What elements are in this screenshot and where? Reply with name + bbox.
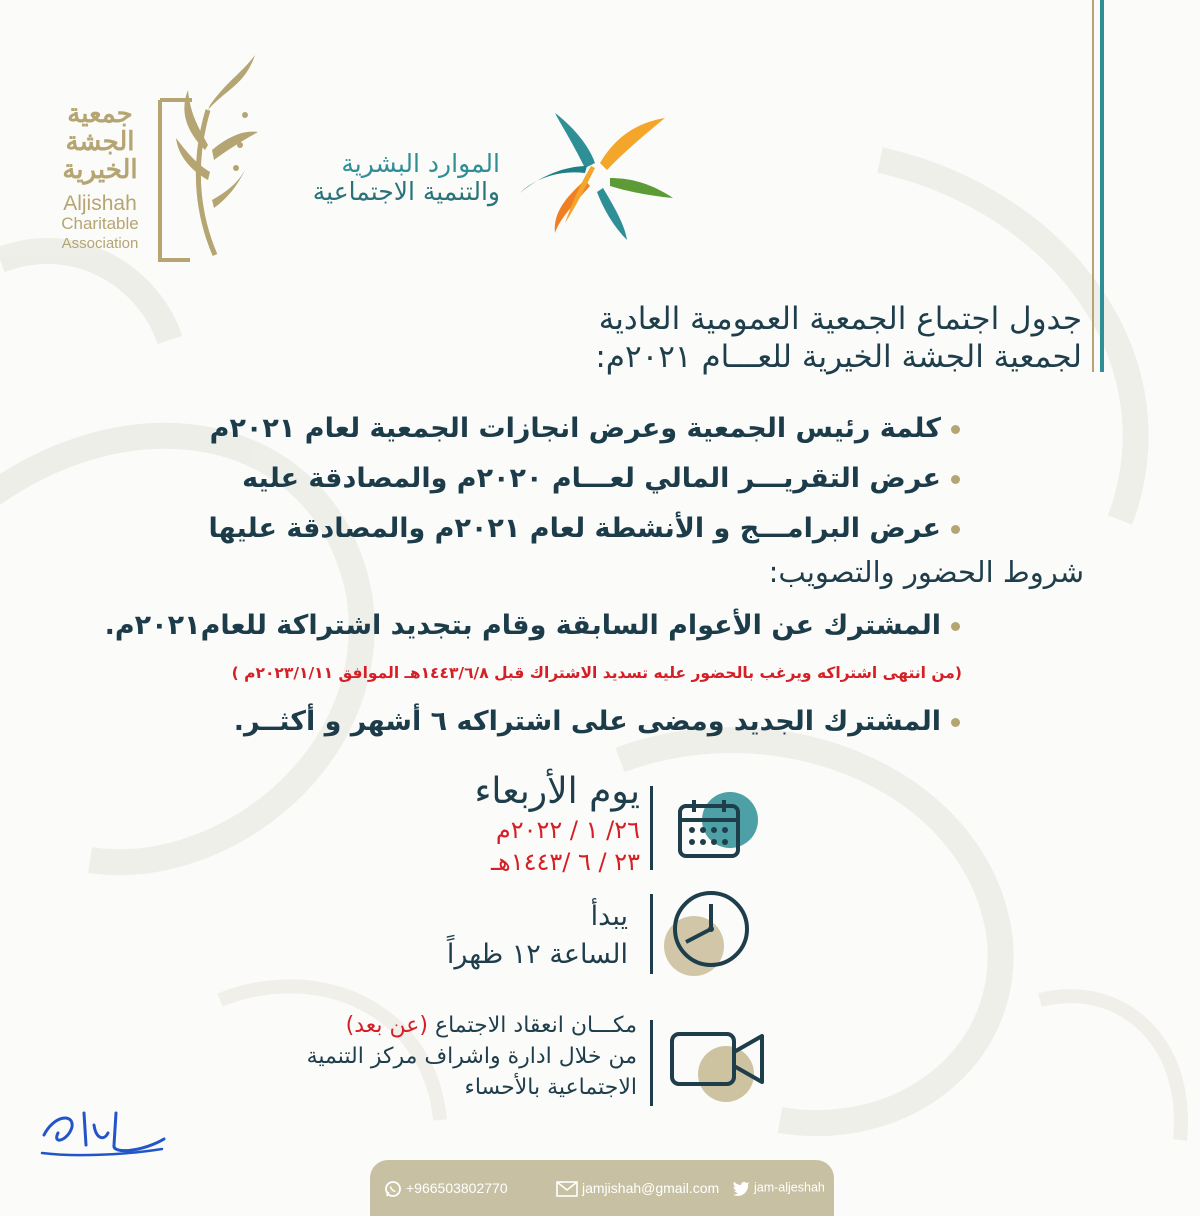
time-block [428,898,628,974]
calendar-icon [672,790,762,880]
bullet-icon [951,718,960,727]
ministry-star-logo [515,108,675,240]
ministry-name: الموارد البشرية والتنمية الاجتماعية [312,149,500,206]
agenda-list [160,404,960,554]
time-value: الساعة ١٢ ظهراً [446,939,628,970]
twitter-icon [732,1180,750,1196]
date-divider [650,786,653,870]
gregorian-date: ٢٦/ ١ / ٢٠٢٢م [495,816,640,844]
bullet-icon [951,525,960,534]
bullet-icon [951,475,960,484]
contact-footer [370,1160,834,1216]
signature-mark [34,1095,174,1165]
time-divider [650,894,653,974]
conditions-title: شروط الحضور والتصويب: [768,555,1084,589]
hijri-date: ٢٣ / ٦ /١٤٤٣هـ [491,848,640,876]
bullet-icon [951,622,960,631]
condition-item: المشترك الجديد ومضى على اشتراكه ٦ أشهر و أكثــر. [60,702,960,742]
location-line: من خلال ادارة واشراف مركز التنمية [306,1044,637,1069]
decor-line-teal [1100,0,1104,372]
location-line: الاجتماعية بالأحساء [464,1075,637,1100]
whatsapp-icon [384,1180,402,1198]
location-divider [650,1020,653,1106]
agenda-item: عرض التقريـــر المالي لعـــام ٢٠٢٠م والمصادقة عليه [160,454,960,504]
association-name-arabic: جمعية الجشة الخيرية [62,99,138,185]
agenda-item: كلمة رئيس الجمعية وعرض انجازات الجمعية لعام ٢٠٢١م [160,404,960,454]
time-label: يبدأ [590,901,628,932]
email-contact[interactable]: jamjishah@gmail.com [556,1180,719,1197]
date-block [380,770,640,878]
association-name-english: Aljishah Charitable Association [61,192,139,252]
phone-contact[interactable]: +966503802770 [384,1180,508,1198]
location-label: مكـــان انعقاد الاجتماع [434,1013,637,1038]
remote-label: (عن بعد) [345,1013,428,1038]
day-label: يوم الأربعاء [474,771,640,812]
bullet-icon [951,425,960,434]
clock-icon [656,884,756,984]
decor-line-gold [1092,0,1094,372]
location-block [197,1010,637,1103]
email-icon [556,1181,578,1197]
page-title: جدول اجتماع الجمعية العمومية العادية لجمعية الجشة الخيرية للعـــام ٢٠٢١م: [595,301,1082,375]
agenda-item: عرض البرامـــج و الأنشطة لعام ٢٠٢١م والمصادقة عليها [160,504,960,554]
twitter-contact[interactable]: jam-aljeshah [732,1180,825,1196]
video-camera-icon [668,1024,768,1104]
condition-item: المشترك عن الأعوام السابقة وقام بتجديد اشتراكة للعام٢٠٢١م. [60,606,960,646]
subscription-note: (من انتهى اشتراكه ويرغب بالحضور عليه تسديد الاشتراك قبل ١٤٤٣/٦/٨هـ الموافق ٢٠٢٣/١/١١م ) [231,664,962,682]
